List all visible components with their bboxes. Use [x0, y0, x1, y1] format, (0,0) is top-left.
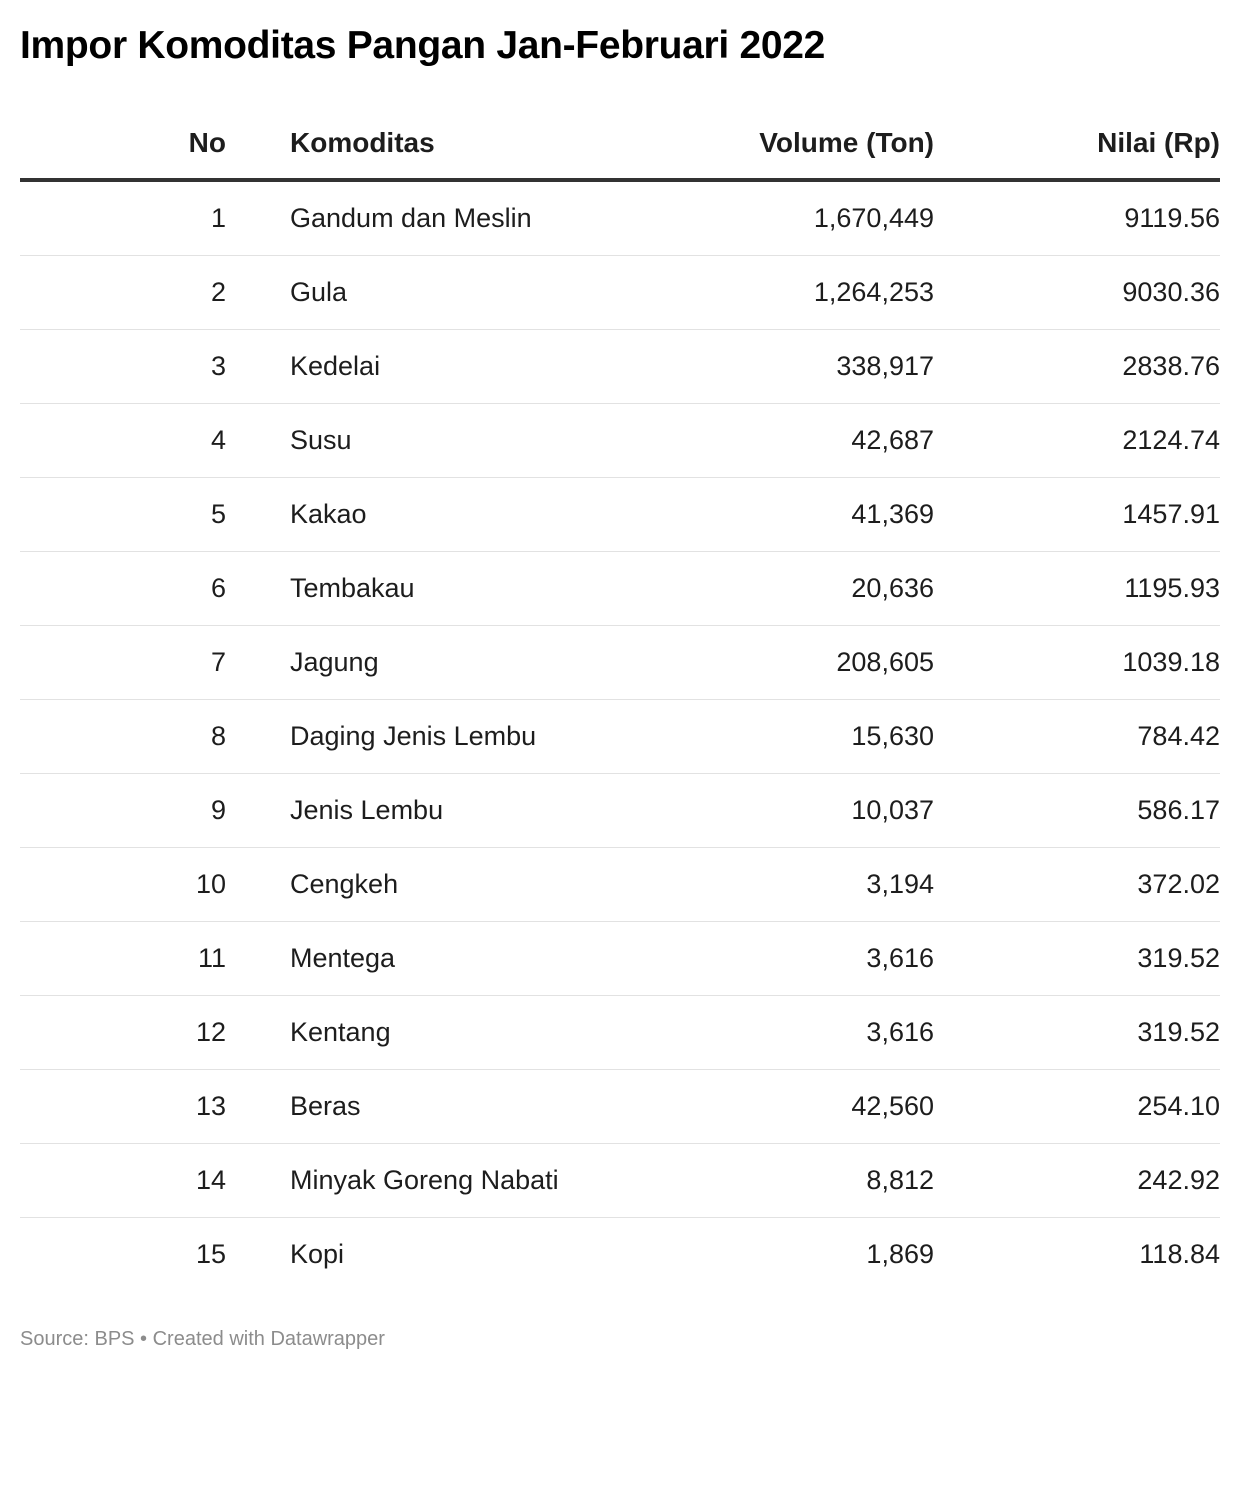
cell-volume: 42,687: [676, 404, 934, 478]
cell-komoditas: Cengkeh: [226, 848, 676, 922]
table-row: [20, 922, 1220, 996]
cell-volume: 1,869: [866, 1239, 934, 1269]
cell-komoditas: Daging Jenis Lembu: [226, 700, 676, 774]
cell-nilai: 784.42: [934, 700, 1220, 774]
cell-nilai: 319.52: [934, 922, 1220, 996]
cell-no: 8: [20, 700, 226, 774]
cell-no: 10: [20, 848, 226, 922]
chart-title: Impor Komoditas Pangan Jan-Februari 2022: [20, 24, 826, 67]
cell-volume: 3,616: [676, 996, 934, 1070]
cell-no: 2: [20, 256, 226, 330]
cell-no: 11: [20, 922, 226, 996]
cell-volume: 10,037: [676, 774, 934, 848]
cell-volume: 15,630: [676, 700, 934, 774]
cell-nilai: 9030.36: [934, 256, 1220, 330]
source-footer: Source: BPS • Created with Datawrapper: [20, 1328, 385, 1350]
cell-volume: 3,616: [676, 922, 934, 996]
cell-volume: 1,670,449: [676, 180, 934, 256]
cell-no: 3: [20, 330, 226, 404]
column-header-komoditas[interactable]: Komoditas: [226, 108, 676, 180]
cell-volume: 1,264,253: [676, 256, 934, 330]
cell-komoditas: Gula: [226, 256, 676, 330]
table-row: [20, 180, 1220, 256]
cell-komoditas: Kakao: [226, 478, 676, 552]
table-row: [20, 774, 1220, 848]
cell-volume: 338,917: [676, 330, 934, 404]
cell-volume: 3,194: [676, 848, 934, 922]
cell-volume: 208,605: [676, 626, 934, 700]
cell-komoditas: Jenis Lembu: [226, 774, 676, 848]
cell-komoditas: Kedelai: [226, 330, 676, 404]
cell-komoditas: Kentang: [226, 996, 676, 1070]
cell-no: 5: [20, 478, 226, 552]
cell-nilai: 586.17: [934, 774, 1220, 848]
column-header-no[interactable]: No: [20, 108, 226, 180]
cell-no: 1: [20, 180, 226, 256]
cell-no: 4: [20, 404, 226, 478]
table-row: [20, 404, 1220, 478]
table-row: [20, 552, 1220, 626]
table-row: [20, 256, 1220, 330]
cell-no: 9: [20, 774, 226, 848]
chart-container: [20, 0, 1220, 1350]
cell-komoditas: Jagung: [226, 626, 676, 700]
cell-komoditas: Minyak Goreng Nabati: [226, 1144, 676, 1218]
cell-no: 7: [20, 626, 226, 700]
cell-nilai: 9119.56: [934, 180, 1220, 256]
cell-nilai: 1195.93: [934, 552, 1220, 626]
cell-komoditas: Beras: [226, 1070, 676, 1144]
table-row: [20, 1144, 1220, 1218]
cell-nilai: 254.10: [934, 1070, 1220, 1144]
cell-volume: 42,560: [676, 1070, 934, 1144]
cell-nilai: 2838.76: [934, 330, 1220, 404]
cell-nilai: 242.92: [934, 1144, 1220, 1218]
cell-nilai: 2124.74: [934, 404, 1220, 478]
cell-nilai: 372.02: [934, 848, 1220, 922]
table-row: [20, 330, 1220, 404]
cell-komoditas: Tembakau: [226, 552, 676, 626]
cell-no: 13: [20, 1070, 226, 1144]
cell-no: 12: [20, 996, 226, 1070]
cell-no: 15: [195, 1239, 226, 1269]
table-header-row: [20, 108, 1220, 180]
cell-nilai: 1457.91: [934, 478, 1220, 552]
cell-volume: 41,369: [676, 478, 934, 552]
cell-komoditas: Susu: [226, 404, 676, 478]
table-body: [20, 180, 1220, 1291]
cell-nilai: 118.84: [1139, 1239, 1220, 1269]
cell-volume: 20,636: [676, 552, 934, 626]
table-row: [20, 478, 1220, 552]
table-row: [20, 700, 1220, 774]
table-row: [20, 996, 1220, 1070]
table-row: [20, 626, 1220, 700]
cell-nilai: 1039.18: [934, 626, 1220, 700]
cell-komoditas: Gandum dan Meslin: [226, 180, 676, 256]
table-row: [20, 848, 1220, 922]
cell-nilai: 319.52: [934, 996, 1220, 1070]
table-row: [20, 1070, 1220, 1144]
cell-komoditas: Mentega: [226, 922, 676, 996]
cell-no: 6: [20, 552, 226, 626]
cell-no: 14: [20, 1144, 226, 1218]
table-row: [20, 1218, 1220, 1292]
data-table: [20, 108, 1220, 1291]
column-header-nilai[interactable]: Nilai (Rp): [934, 108, 1220, 180]
cell-komoditas: Kopi: [290, 1239, 345, 1269]
column-header-volume[interactable]: Volume (Ton): [676, 108, 934, 180]
cell-volume: 8,812: [676, 1144, 934, 1218]
